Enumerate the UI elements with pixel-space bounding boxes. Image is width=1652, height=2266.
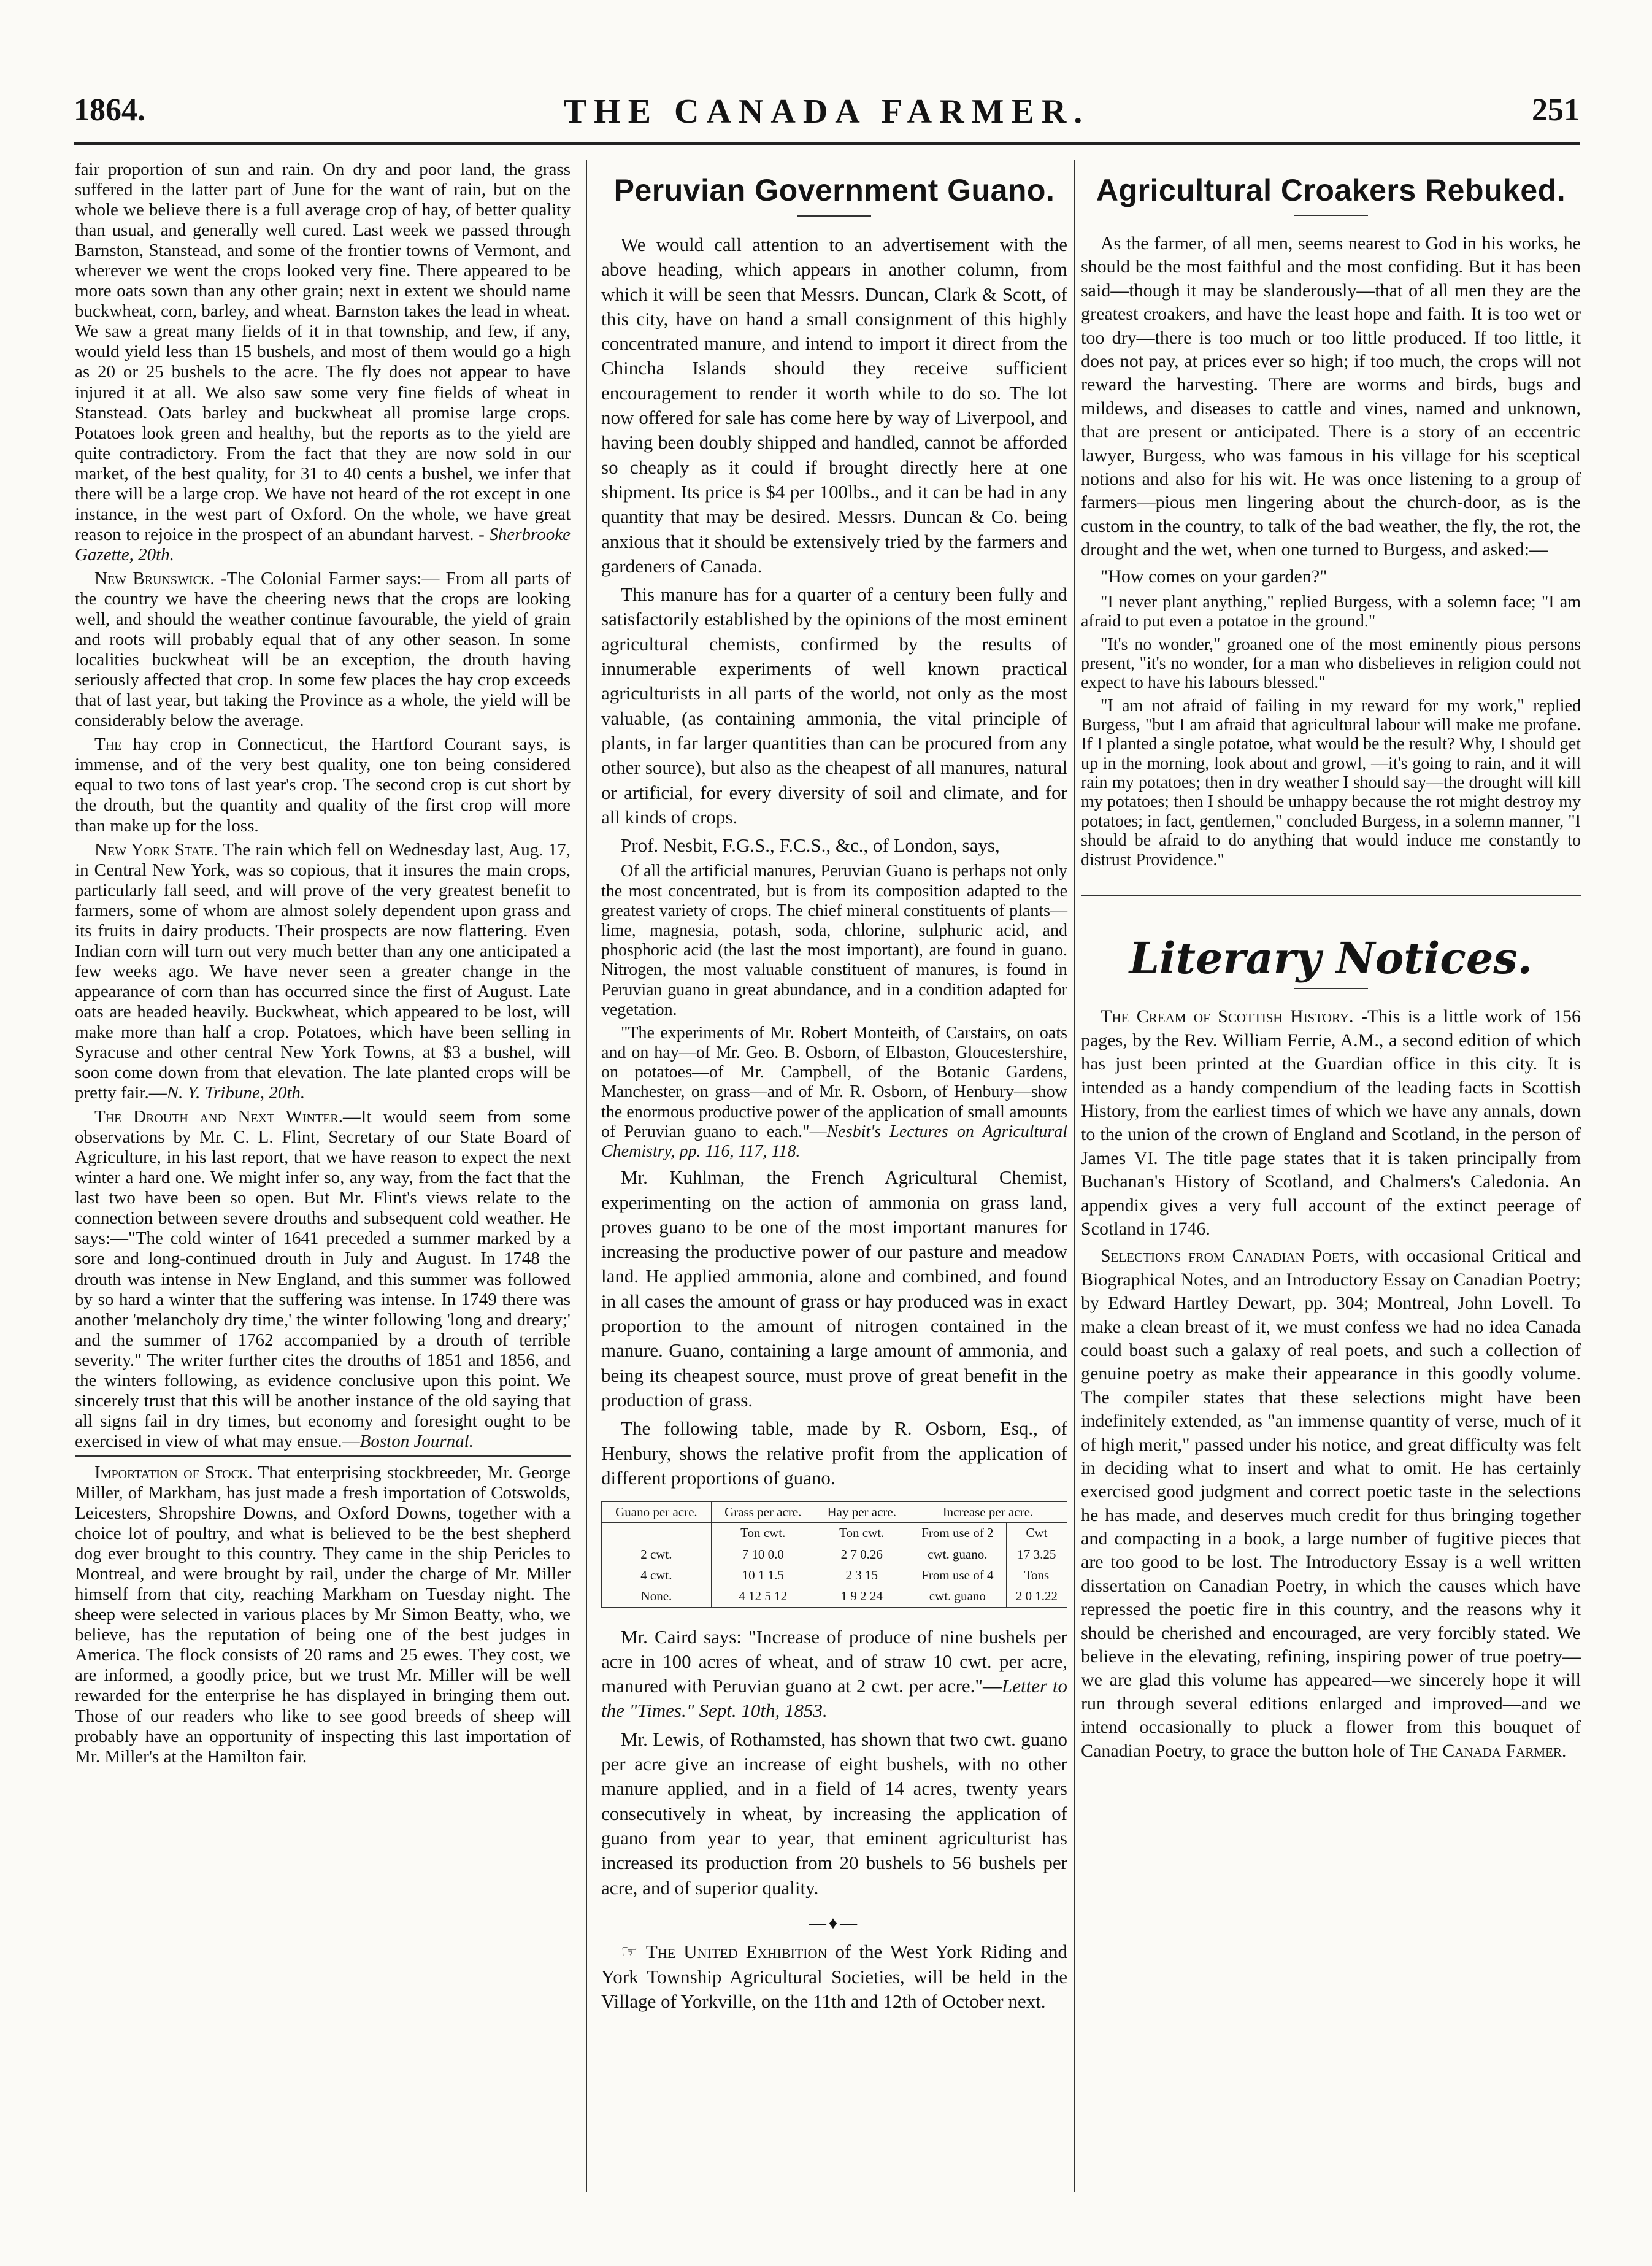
paragraph: Selections from Canadian Poets, with occasional Critical and Biographical Notes, and an Introductory Essay on Canadian Poetry; by Edward Hartley Dewart, pp. 304; Montreal, John Lovell. To make a clean breast of it, we must confess we had no idea Canada could boast such a galaxy of real poets, and such a collection of genuine poetry as make their appearance in this goodly volume. The compiler states that these selections might have been indefinitely extended, as "an immense quantity of verse, much of it of high merit," passed under his notice, and great difficulty was felt in deciding what to insert and what to omit. He has certainly exercised good judgment and correct poetic taste in the selections he has made, and deserves much credit for thus bringing together and compacting in a book, a large number of fugitive pieces that are too good to be lost. The Introductory Essay is a well written dissertation on Canadian Poetry, in which the causes which have repressed the poetic fire in this country, and the reasons why it should be cherished and encouraged, are very forcibly stated. We believe in the elevating, refining, inspiring power of true poetry—we are glad this volume has appeared—we sincerely hope it will run through several editions enlarged and improved—and we intend occasionally to pluck a flower from this bouquet of Canadian Poetry, to grace the button hole of The Canada Farmer. [1081,1246,1581,1761]
divider [797,215,871,217]
table-row: 4 cwt. 10 1 1.5 2 3 15 From use of 4 Tons [602,1565,1067,1586]
paragraph: We would call attention to an advertisement with the above heading, which appears in another column, from which it will be seen that Messrs. Duncan, Clark & Scott, of this city, have on hand a small consignment of this highly concentrated manure, and intend to import it direct from the Chincha Islands should they receive sufficient encouragement to render it worth while to do so. The lot now offered for sale has come here by way of Liverpool, and having been doubly shipped and handled, cannot be afforded so cheaply as it could if brought directly here at one shipment. Its price is $4 per 100lbs., and it can be had in any quantity that may be desired. Messrs. Duncan & Co. being anxious that it should be extensively tried by the farmers and gardeners of Canada. [601,234,1067,577]
article-heading: Agricultural Croakers Rebuked. [1096,173,1566,207]
table-header: Increase per acre. [909,1502,1067,1523]
paragraph: Prof. Nesbit, F.G.S., F.C.S., &c., of London, says, [621,834,1000,857]
table-subheader: Ton cwt. [815,1523,909,1544]
column-2 [601,160,1067,2017]
column-rule [586,160,587,2192]
paragraph: The Cream of Scottish History. -This is a little work of 156 pages, by the Rev. William Ferrie, A.M., a second edition of which has just been printed at the Guardian office in this city. It is intended as a handy compendium of the leading facts in Scottish History, from the earliest times of which we have any annals, down to the union of the crown of England and Scotland, in the person of James VI. The title page states that it is taken principally from Buchanan's History of Scotland, and Chalmers's Caledonia. An appendix gives a very full account of the extinct peerage of Scotland in 1746. [1081,1006,1581,1239]
paragraph: Mr. Lewis, of Rothamsted, has shown that two cwt. guano per acre give an increase of eight bushels, with no other manure applied, and in a field of 14 acres, twenty years consecutively in wheat, by increasing the application of guano from year to year, that eminent agriculturist has increased its production from 20 bushels to 56 bushels per acre, and of superior quality. [601,1728,1067,1898]
table-header: Guano per acre. [602,1502,712,1523]
table-subheader: From use of 2 [909,1523,1006,1544]
paragraph: This manure has for a quarter of a century been fully and satisfactorily established by the opinions of the most eminent agricultural chemists, confirmed by the results of innumerable experiments of well known practical agriculturists in all parts of the world, not only as the most valuable, (as containing ammonia, the vital principle of plants, in far larger quantities than can be procured from any other source), but also as the cheapest of all manures, natural or artificial, for every diversity of soil and climate, and for all kinds of crops. [601,584,1067,828]
column-1 [75,160,571,1771]
paragraph: Mr. Kuhlman, the French Agricultural Chemist, experimenting on the action of ammonia on grass land, proves guano to be one of the most important manures for increasing the productive power of our pasture and meadow land. He applied ammonia, alone and combined, and found in all cases the amount of grass or hay produced was in exact proportion to the amount of nitrogen contained in the manure. Guano, containing a large amount of ammonia, and being its cheapest source, must prove of great benefit in the production of grass. [601,1166,1067,1411]
paragraph: Importation of Stock. That enterprising stockbreeder, Mr. George Miller, of Markham, has just made a fresh importation of Cotswolds, Leicesters, Shropshire Downs, and Oxford Downs, together with a choice lot of poultry, and what is believed to be the best shepherd dog ever brought to this country. They came in the ship Pericles to Montreal, and were brought by rail, under the charge of Mr. Miller himself from that city, reaching Markham on Tuesday night. The sheep were selected in various places by Mr Simon Beatty, who, we believe, has the reputation of being one of the best judges in America. The flock consists of 20 rams and 25 ewes. They cost, we are informed, a goodly price, but we trust Mr. Miller will be well rewarded for the enterprise he has displayed in bringing them out. Those of our readers who like to see good breeds of sheep will probably have an opportunity of inspecting this last importation of Mr. Miller's at the Hamilton fair. [75,1462,571,1767]
column-rule [1074,160,1075,2192]
paragraph: The following table, made by R. Osborn, Esq., of Henbury, shows the relative profit from the application of different proportions of guano. [601,1417,1067,1489]
masthead-rule [74,142,1580,145]
divider [75,1455,571,1457]
table-row: 2 cwt. 7 10 0.0 2 7 0.26 cwt. guano. 17 3.25 [602,1544,1067,1565]
paragraph: As the farmer, of all men, seems nearest to God in his works, he should be the most faithful and the most confiding. But it has been said—though it may be slanderously—that of all men they are the greatest croakers, and have the least hope and faith. It is too wet or too dry—there is too much or too little produced. If too little, it does not pay, at prices ever so high; if too much, the crops will not reward the harvesting. There are worms and birds, bugs and mildews, and diseases to cattle and vines, named and unknown, that are present or anticipated. There is a story of an eccentric lawyer, Burgess, who was famous in his village for his sceptical notions and also for his wit. He was once listening to a group of farmers—pious men lingering about the church-door, as is the custom in the country, to talk of the bad weather, the fly, the rot, the drought and the wet, when one turned to Burgess, and asked:— [1081,233,1581,560]
paragraph: "It's no wonder," groaned one of the most eminently pious persons present, "it's no wonder, for a man who disbelieves in religion could not expect to have his labours blessed." [1081,634,1581,693]
paragraph: "I am not afraid of failing in my reward for my work," replied Burgess, "but I am afraid that agricultural labour will make me profane. If I planted a single potatoe, what would be the result? Why, I should get up in the morning, look about and growl, —it's going to rain, and it will rain my potatoes; then in dry weather I should say—the drought will kill my potatoes; then I should be unhappy because the rot might destroy my potatoes; in fact, gentlemen," concluded Burgess, in a solemn manner, "I should be afraid to do anything that would induce me constantly to distrust Providence." [1081,696,1581,869]
paragraph: fair proportion of sun and rain. On dry and poor land, the grass suffered in the latter part of June for the want of rain, but on the whole we believe there is a full average crop of hay, of better quality than usual, and generally well cured. Last week we passed through Barnston, Stanstead, and some of the frontier towns of Vermont, and wherever we went the crops looked very fine. There appeared to be more oats sown than any other grain; next in extent we should name buckwheat, corn, barley, and wheat. Barnston takes the lead in wheat. We saw a great many fields of it in that township, and few, if any, would yield less than 15 bushels, and most of them would go a high as 20 or 25 bushels to the acre. The fly does not appear to have injured it at all. We also saw some very fine fields of wheat in Stanstead. Oats barley and buckwheat all promise large crops. Potatoes look green and healthy, but the reports as to the yield are quite contradictory. From the fact that they are now sold in our market, of the best quality, for 31 to 40 cents a bushel, we infer that there will be a large crop. We have not heard of the rot except in one instance, in the west part of Oxford. On the whole, we have great reason to rejoice in the prospect of an abundant harvest. - Sherbrooke Gazette, 20th. [75,160,571,565]
paragraph: The Drouth and Next Winter.—It would seem from some observations by Mr. C. L. Flint, Secretary of our State Board of Agriculture, in his last report, that we have reason to expect the next winter a hard one. We might infer so, any way, from the fact that the last two have been so open. But Mr. Flint's views relate to the connection between severe drouths and subsequent cold weather. He says:—"The cold winter of 1641 preceded a summer marked by a sore and long-continued drouth in July and August. In 1748 the drouth was intense in New England, and this summer was followed by so hard a winter that the suffering was intense. In 1749 there was another 'melancholy dry time,' the winter following 'long and dreary;' and the summer of 1762 accompanied by a drouth of terrible severity." The writer further cites the drouths of 1851 and 1856, and the winters following, as evidence conclusive upon this point. We sincerely trust that this will be another instance of the old saying that all signs fail in dry times, but economy and foresight ought to be exercised in view of what may ensue.—Boston Journal. [75,1107,571,1451]
paragraph: New York State. The rain which fell on Wednesday last, Aug. 17, in Central New York, was so copious, that it insures the main crops, particularly fall seed, and will prove of the very greatest benefit to farmers, some of whom are almost solely dependent upon grass and its fruits in dairy products. Their prospects are now flattering. Even Indian corn will turn out very much better than any one anticipated a few weeks ago. We have never seen a greater change in the appearance of corn than has occurred since the first of August. Late oats are headed heavily. Buckwheat, which appeared to be lost, will make more than half a crop. Potatoes, which have been selling in Syracuse and other central New York Towns, at $3 a bushel, will soon come down from that elevation. The late planted crops will be pretty fair.—N. Y. Tribune, 20th. [75,839,571,1103]
table-subheader [602,1523,712,1544]
page-title: THE CANADA FARMER. [563,93,1090,131]
table-row: None. 4 12 5 12 1 9 2 24 cwt. guano 2 0 1.22 [602,1586,1067,1607]
divider [1294,988,1368,989]
ornament-divider: —♦— [809,1913,860,1933]
article-heading: Peruvian Government Guano. [613,173,1055,207]
table-subheader: Cwt [1006,1523,1067,1544]
paragraph: New Brunswick. -The Colonial Farmer says:— From all parts of the country we have the cheering news that the crops are looking well, and should the weather continue favourable, the yield of grain and roots will probably equal that of any other season. In some localities buckwheat will be an exception, the drouth having seriously affected that crop. In some few places the hay crop exceeds that of last year, but taking the Province as a whole, the yield will be considerably below the average. [75,568,571,731]
paragraph: The hay crop in Connecticut, the Hartford Courant says, is immense, and of the very best quality, one ton being considered equal to two tons of last year's crop. The second crop is cut short by the drouth, but the quantity and quality of the first crop will more than make up for the loss. [75,734,571,836]
divider [1081,895,1581,896]
table-header: Hay per acre. [815,1502,909,1523]
table-header: Grass per acre. [711,1502,815,1523]
divider [1294,215,1368,216]
paragraph: "The experiments of Mr. Robert Monteith, of Carstairs, on oats and on hay—of Mr. Geo. B. Osborn, of Elbaston, Gloucestershire, on potatoes—of Mr. Campbell, of the Botanic Gardens, Manchester, on grass—and of Mr. R. Osborn, of Henbury—show the enormous productive power of the application of small amounts of Peruvian guano to each."—Nesbit's Lectures on Agricultural Chemistry, pp. 116, 117, 118. [601,1023,1067,1162]
page-number: 251 [1532,93,1580,128]
pointing-hand-icon: ☞ [621,1941,638,1963]
year: 1864. [74,93,145,128]
paragraph: "How comes on your garden?" [1101,566,1327,587]
table-subheader: Ton cwt. [711,1523,815,1544]
section-heading: Literary Notices. [1129,932,1533,984]
paragraph: Mr. Caird says: "Increase of produce of nine bushels per acre in 100 acres of wheat, and of straw 10 cwt. per acre, manured with Peruvian guano at 2 cwt. per acre."—Letter to the "Times." Sept. 10th, 1853. [601,1625,1067,1722]
paragraph: "I never plant anything," replied Burgess, with a solemn face; "I am afraid to put even a potatoe in the ground." [1081,592,1581,631]
guano-table [601,1501,1067,1607]
paragraph: ☞ The United Exhibition of the West York Riding and York Township Agricultural Societies, will be held in the Village of Yorkville, on the 11th and 12th of October next. [601,1941,1068,2012]
column-3 [1081,160,1581,1767]
paragraph: Of all the artificial manures, Peruvian Guano is perhaps not only the most concentrated, but is from its composition adapted to the greatest variety of crops. The chief mineral constituents of plants—lime, magnesia, potash, soda, chlorine, sulphuric acid, and phosphoric acid (the last the most important), are found in guano. Nitrogen, the most valuable constituent of manures, is found in Peruvian guano in great abundance, and in a condition adapted for vegetation. [601,861,1067,1019]
